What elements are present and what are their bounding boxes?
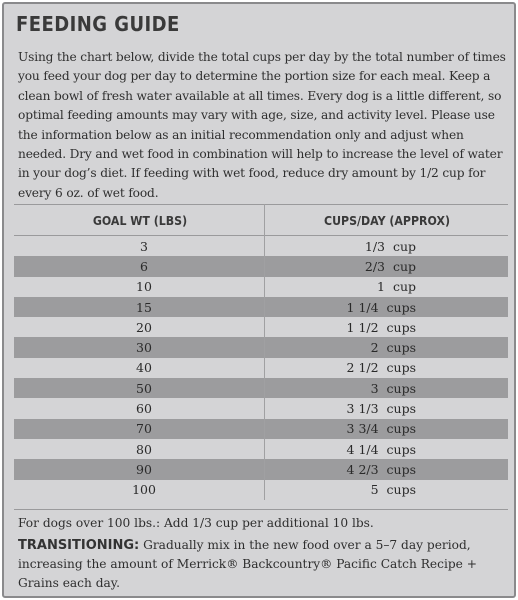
table-row — [14, 459, 508, 479]
goal-weight-cell: 90 — [136, 461, 152, 477]
feeding-table — [14, 204, 508, 500]
feeding-guide-panel — [2, 2, 516, 598]
table-bottom-rule — [14, 509, 508, 510]
page-title: FEEDING GUIDE — [16, 12, 180, 36]
goal-weight-cell: 80 — [136, 441, 152, 457]
cups-per-day-cell: 3 3/4 cups — [346, 421, 416, 437]
goal-weight-cell: 100 — [132, 482, 156, 498]
over-100-note: For dogs over 100 lbs.: Add 1/3 cup per additional 10 lbs. — [18, 516, 374, 530]
goal-weight-cell: 3 — [140, 238, 148, 254]
transitioning-label: TRANSITIONING: — [18, 538, 140, 553]
goal-weight-cell: 15 — [136, 299, 152, 315]
goal-weight-cell: 70 — [136, 421, 152, 437]
table-row — [14, 297, 508, 317]
goal-weight-cell: 50 — [136, 380, 152, 396]
cups-per-day-cell: 2/3 cup — [364, 258, 416, 274]
intro-paragraph: Using the chart below, divide the total cups per day by the total number of times you feed your dog per day to determine the portion size for each meal. Keep a clean bowl of fresh water available at all times. Every dog is a little different, so optimal feeding amounts may vary with age, size, and activity level. Please use the information below as an initial recommendation only and adjust when needed. Dry and wet food in combination will help to increase the level of water in your dog’s diet. If feeding with wet food, reduce dry amount by 1/2 cup for every 6 oz. of wet food. — [18, 50, 506, 200]
cups-per-day-cell: 3 cups — [370, 380, 416, 396]
table-row — [14, 236, 508, 256]
cups-per-day-cell: 1/3 cup — [364, 238, 416, 254]
table-row — [14, 439, 508, 459]
table-header — [14, 204, 508, 236]
goal-weight-cell: 40 — [136, 360, 152, 376]
cups-per-day-cell: 4 2/3 cups — [346, 461, 416, 477]
table-row — [14, 398, 508, 418]
table-row — [14, 378, 508, 398]
cups-per-day-cell: 3 1/3 cups — [346, 401, 416, 417]
goal-weight-cell: 6 — [140, 258, 148, 274]
table-row — [14, 358, 508, 378]
column-divider — [264, 204, 265, 500]
cups-per-day-cell: 2 1/2 cups — [346, 360, 416, 376]
table-row — [14, 317, 508, 337]
goal-weight-cell: 10 — [136, 279, 152, 295]
transitioning-paragraph — [18, 536, 508, 593]
table-row — [14, 256, 508, 276]
table-body — [14, 236, 508, 500]
table-row — [14, 419, 508, 439]
goal-weight-cell: 30 — [136, 340, 152, 356]
cups-per-day-cell: 1 cup — [377, 279, 416, 295]
header-goal-weight: GOAL WT (LBS) — [92, 212, 188, 228]
header-cups-per-day: CUPS/DAY (APPROX) — [323, 212, 451, 228]
cups-per-day-cell: 1 1/2 cups — [346, 319, 416, 335]
cups-per-day-cell: 4 1/4 cups — [346, 441, 416, 457]
cups-per-day-cell: 5 cups — [370, 482, 416, 498]
cups-per-day-cell: 1 1/4 cups — [346, 299, 416, 315]
transitioning-text: Gradually mix in the new food over a 5–7 day period, increasing the amount of Merrick® Backcountry® Pacific Catch Recipe + Grains each day. — [18, 538, 477, 590]
goal-weight-cell: 60 — [136, 401, 152, 417]
cups-per-day-cell: 2 cups — [370, 340, 416, 356]
goal-weight-cell: 20 — [136, 319, 152, 335]
table-row — [14, 277, 508, 297]
table-row — [14, 480, 508, 500]
table-row — [14, 337, 508, 357]
